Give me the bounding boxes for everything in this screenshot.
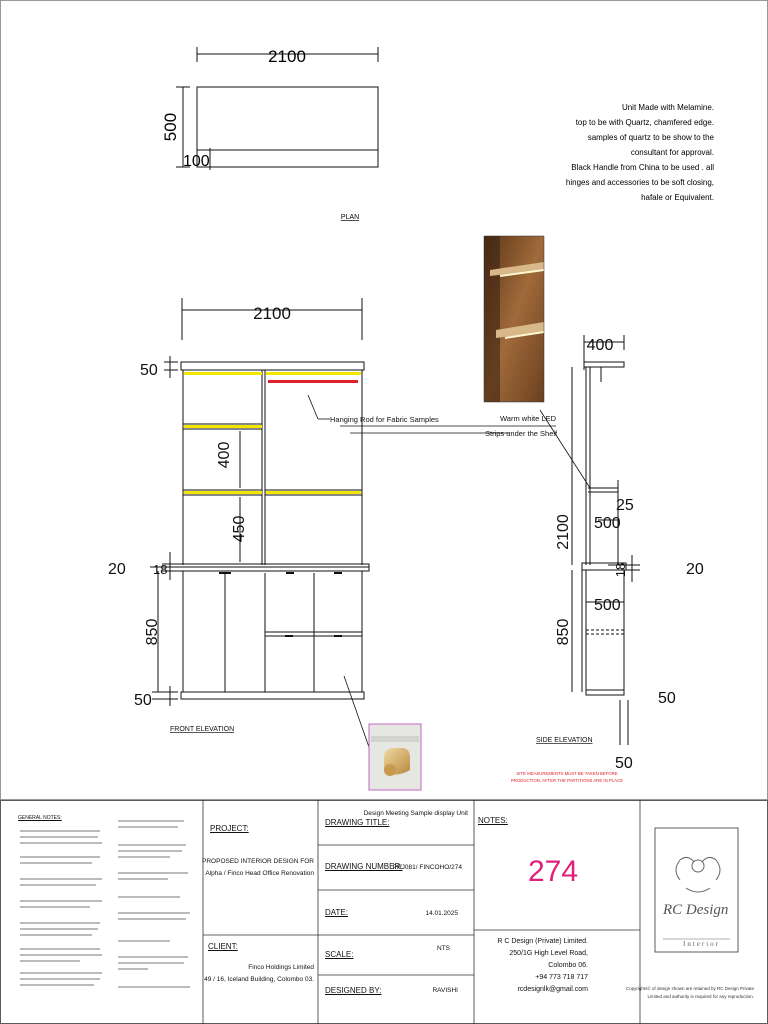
plinth-dim: 50 <box>134 692 152 709</box>
client-label: CLIENT: <box>208 942 238 951</box>
site-note-2: PRODUCTION, AFTER THE PARTITIONS ARE IN PLACE <box>511 778 623 783</box>
led-shelf-photo <box>484 236 544 402</box>
drawing-number-value: PRJ081/ FINCOHO/274 <box>392 864 462 871</box>
side-counter-right-dim: 20 <box>686 561 704 578</box>
logo-name: RC Design <box>663 902 729 918</box>
top-thk-dim: 50 <box>140 362 158 379</box>
counter-left-dim: 20 <box>108 561 126 578</box>
company-address-1: 250/1G High Level Road, <box>509 950 588 957</box>
designed-by-label: DESIGNED BY: <box>325 986 382 995</box>
drawing-number-label: DRAWING NUMBER: <box>325 862 403 871</box>
counter-right-dim: 18 <box>153 562 168 577</box>
company-address-2: Colombo 06. <box>548 962 588 969</box>
note-line: top to be with Quartz, chamfered edge. <box>575 118 714 127</box>
plan-width-dim: 2100 <box>268 47 306 66</box>
copyright-line-1: Copyrights© of design shown are retained by RC Design Private <box>625 986 754 991</box>
client-line-2: 49 / 16, Iceland Building, Colombo 03. <box>204 976 314 983</box>
note-line: Black Handle from China to be used . all <box>571 163 714 172</box>
client-line-1: Finco Holdings Limited <box>248 964 314 971</box>
handle-photo <box>369 724 421 790</box>
note-line: hafale or Equivalent. <box>641 193 714 202</box>
note-line: samples of quartz to be show to the <box>587 133 714 142</box>
side-plinth-bottom-dim: 50 <box>615 755 633 772</box>
side-height-dim: 2100 <box>555 514 572 550</box>
front-dim-texts <box>108 304 291 733</box>
note-line: Unit Made with Melamine. <box>621 103 714 112</box>
front-width-dim: 2100 <box>253 304 291 323</box>
shelf-gap2-dim: 450 <box>231 515 248 543</box>
side-counter-left-dim: 18 <box>613 562 628 578</box>
hanging-rod <box>268 380 358 383</box>
note-line: consultant for approval. <box>630 148 714 157</box>
company-phone: +94 773 718 717 <box>535 974 588 981</box>
note-line: hinges and accessories to be soft closing, <box>565 178 714 187</box>
project-label: PROJECT: <box>210 824 249 833</box>
led-strips <box>184 372 361 494</box>
front-elevation-label: FRONT ELEVATION <box>170 726 235 733</box>
scale-value: NTS <box>437 945 450 952</box>
drawing-title-value: Design Meeting Sample display Unit <box>363 810 468 817</box>
side-base-height-dim: 850 <box>555 618 572 646</box>
plan-label: PLAN <box>340 214 360 221</box>
company-name: R C Design (Private) Limited. <box>497 938 588 945</box>
side-upper-depth-dim: 500 <box>594 515 621 532</box>
designed-by-value: RAVISHI <box>432 987 458 994</box>
date-label: DATE: <box>325 908 348 917</box>
general-notes-title: GENERAL NOTES: <box>18 815 62 821</box>
project-line-1: PROPOSED INTERIOR DESIGN FOR <box>202 858 314 865</box>
plan-depth-dim: 500 <box>161 112 180 142</box>
shelf-gap-dim: 400 <box>216 441 233 469</box>
date-value: 14.01.2025 <box>425 910 458 917</box>
plan-top-dim: 100 <box>183 153 210 170</box>
notes-label: NOTES: <box>478 816 508 825</box>
side-base-depth-dim: 500 <box>594 597 621 614</box>
drawing-title-label: DRAWING TITLE: <box>325 818 390 827</box>
front-elevation <box>150 298 369 706</box>
side-plinth-right-dim: 50 <box>658 690 676 707</box>
side-dim-texts <box>511 337 704 783</box>
copyright-line-2: Limited and authority is required for any reproduction. <box>647 994 754 999</box>
project-line-2: Alpha / Finco Head Office Renovation <box>205 870 314 877</box>
leaders <box>308 395 590 750</box>
side-shelf-dim: 25 <box>616 497 634 514</box>
site-note-1: SITE MEASUREMENTS MUST BE TAKEN BEFORE <box>516 771 618 776</box>
scale-label: SCALE: <box>325 950 354 959</box>
led-label-1: Warm white LED <box>500 414 556 423</box>
side-elevation-label: SIDE ELEVATION <box>536 737 593 744</box>
side-elevation <box>572 335 640 745</box>
hanging-rod-label: Hanging Rod for Fabric Samples <box>330 415 439 424</box>
logo-ornament <box>676 857 720 892</box>
sheet-number: 274 <box>528 855 579 888</box>
logo-sub: Interior <box>683 940 720 948</box>
led-label-2: Strips under the Shelf <box>485 429 558 438</box>
company-email: rcdesignlk@gmail.com <box>517 986 588 993</box>
spec-notes <box>566 103 715 202</box>
side-depth-dim: 400 <box>586 337 614 354</box>
title-block <box>0 800 768 1024</box>
general-notes-text-lines <box>20 820 190 988</box>
base-height-dim: 850 <box>144 618 161 646</box>
